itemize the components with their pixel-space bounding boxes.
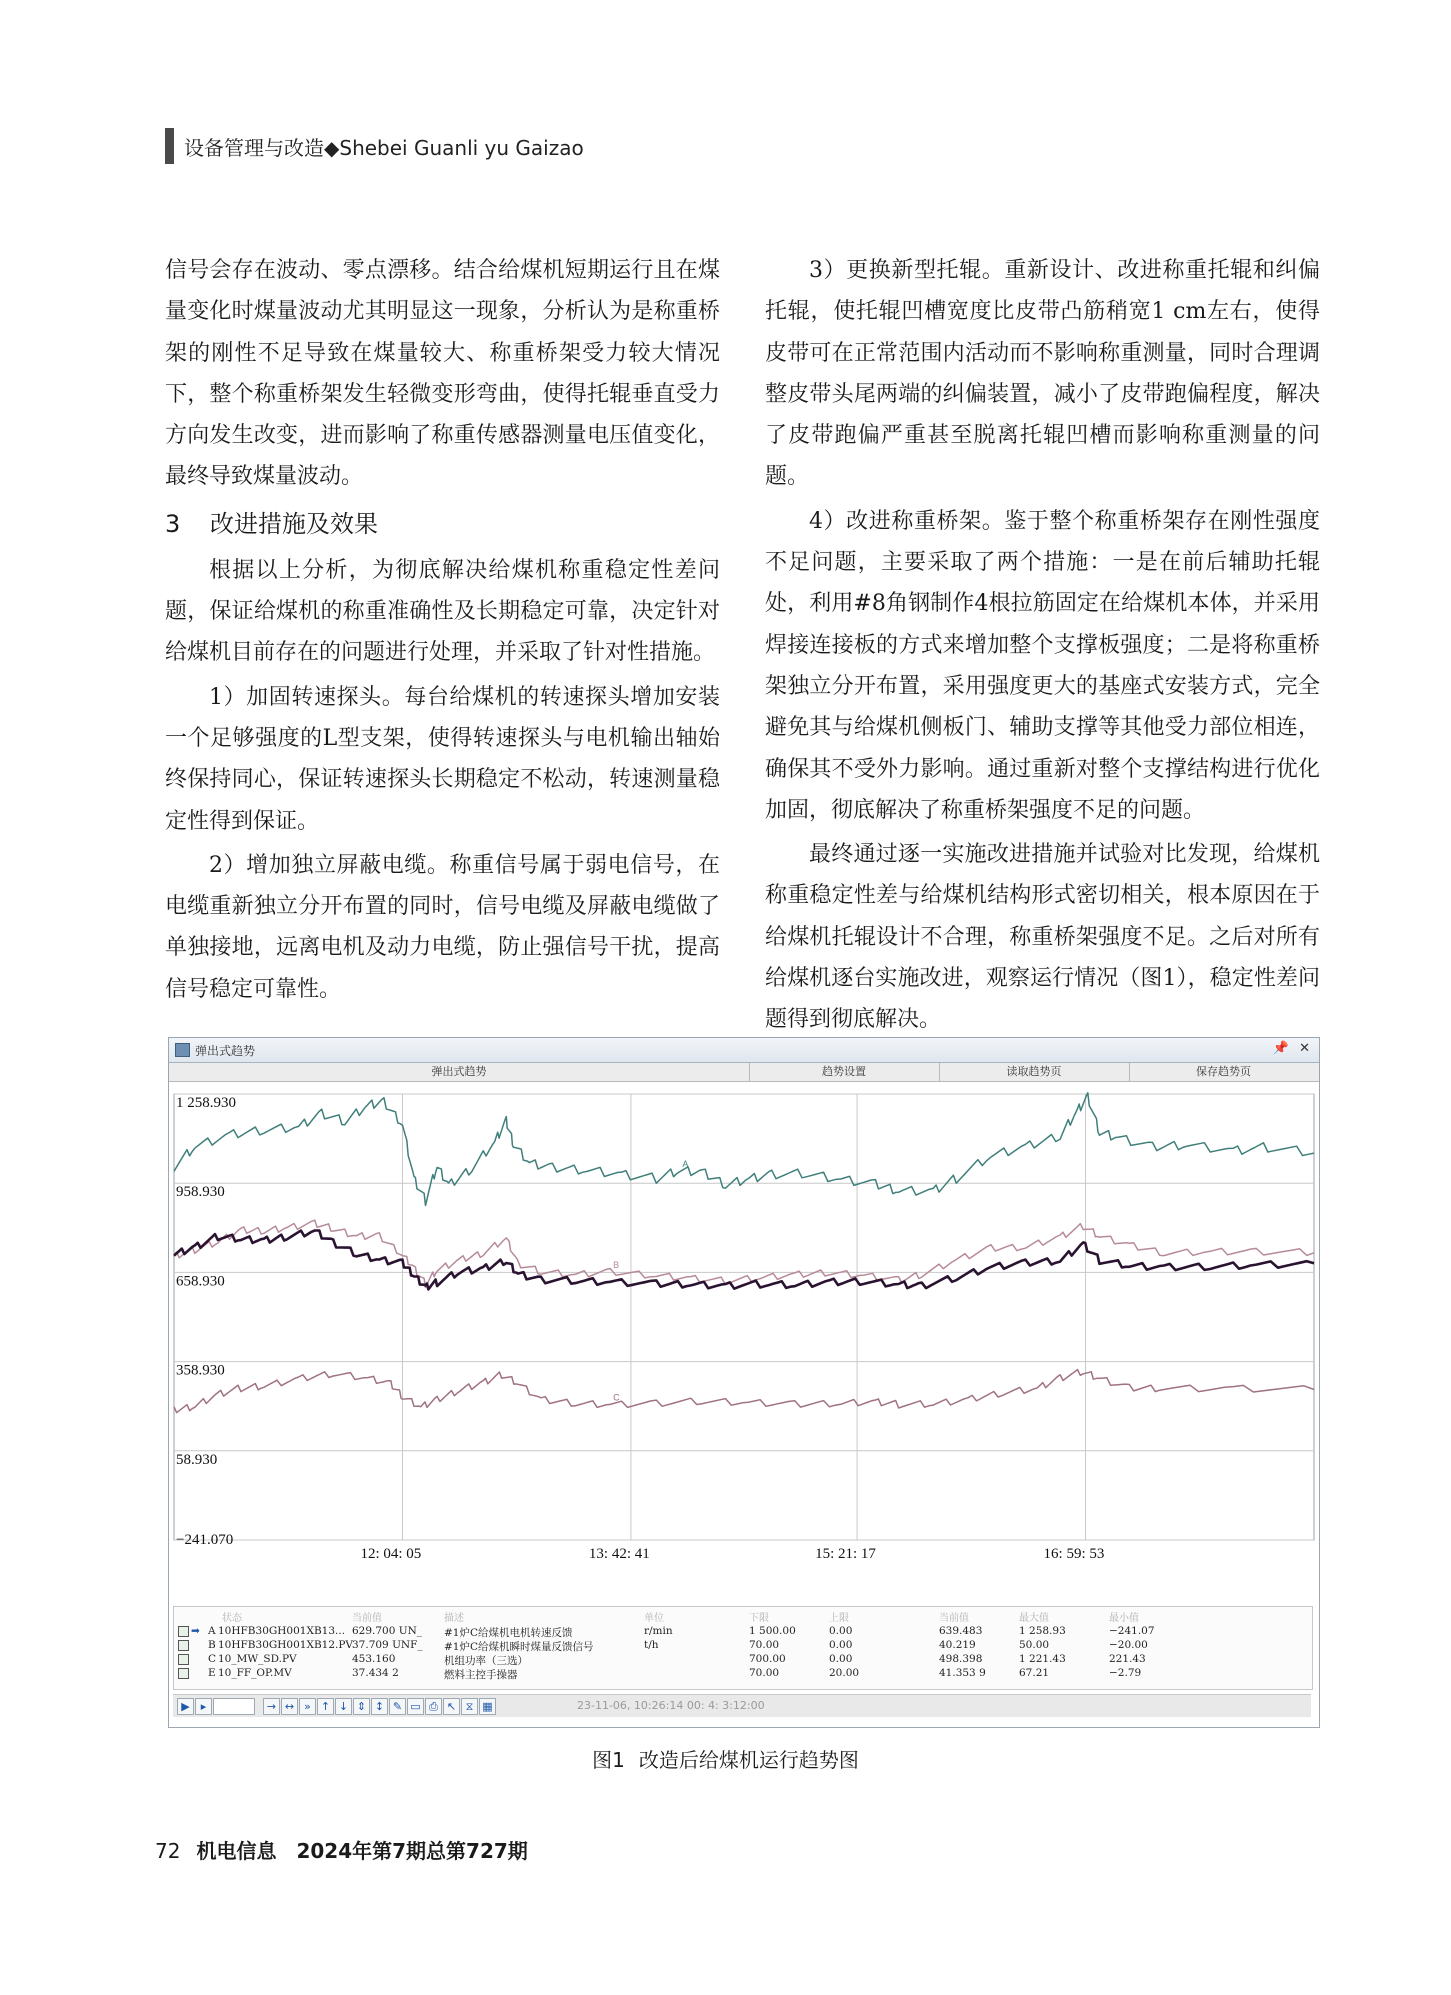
legend-tag: 10HFB30GH001XB13... [218,1625,346,1637]
legend-header-max: 最大值 [1019,1613,1049,1624]
legend-value: 37.434 2 [352,1667,399,1679]
y-tick-label: 658.930 [176,1273,225,1290]
tab-row [169,1063,1319,1082]
section-title: 改进措施及效果 [210,509,378,538]
legend-lo: 0.00 [829,1653,853,1665]
tab-read-trend-page[interactable]: 读取趋势页 [939,1063,1130,1081]
legend-desc: 燃料主控手操器 [444,1669,518,1681]
left-paragraph-1: 信号会存在波动、零点漂移。结合给煤机短期运行且在煤量变化时煤量波动尤其明显这一现象，分析认为是称重桥架的刚性不足导致在煤量较大、称重桥架受力较大情况下，整个称重桥架发生轻微变形弯曲，使得托辊垂直受力方向发生改变，进而影响了称重传感器测量电压值变化，最终导致煤量波动。 [165,258,720,490]
legend-tag: 10HFB30GH001XB12.PV [218,1639,354,1651]
figure-caption-text: 改造后给煤机运行趋势图 [638,1748,859,1772]
legend-header-current: 当前值 [352,1613,382,1624]
legend-letter: E [208,1667,216,1679]
window-titlebar [169,1038,1319,1063]
status-text: 23-11-06, 10:26:14 00: 4: 3:12:00 [577,1699,765,1712]
filter-icon[interactable]: ⧖ [461,1698,478,1715]
legend-cur: 41.353 9 [939,1667,986,1679]
app-icon [175,1043,190,1057]
cursor-icon[interactable]: ↖ [443,1698,460,1715]
x-tick-label: 12: 04: 05 [360,1546,422,1562]
legend-hi: 1 500.00 [749,1625,796,1637]
legend-unit: r/min [644,1625,673,1637]
y-tick-label: 358.930 [176,1362,225,1379]
journal-issue: 机电信息 2024年第7期总第727期 [196,1839,528,1863]
legend-checkbox[interactable] [178,1626,189,1637]
legend-unit: t/h [644,1639,659,1651]
legend-letter: C [208,1653,217,1665]
trend-chart [169,1082,1319,1630]
legend-tag: 10_FF_OP.MV [218,1667,292,1679]
close-icon[interactable]: ✕ [1299,1041,1310,1056]
legend-desc: 机组功率（三选） [444,1655,528,1667]
arrow-right-icon: ➡ [191,1625,200,1637]
edit-icon[interactable]: ✎ [389,1698,406,1715]
legend-header-min: 最小值 [1109,1613,1139,1624]
running-header [165,128,584,164]
legend-min: −241.07 [1109,1625,1155,1637]
tab-popup-trend[interactable]: 弹出式趋势 [169,1063,750,1081]
series-marker: C [613,1392,620,1403]
legend-value: 37.709 UNF_ [352,1639,423,1651]
legend-row-a[interactable] [174,1625,1312,1639]
right-column [765,250,1320,1044]
legend-desc: #1炉C给煤机瞬时煤量反馈信号 [444,1641,594,1653]
x-tick-label: 16: 59: 53 [1043,1546,1105,1562]
series-marker: B [613,1260,620,1271]
legend-letter: A [208,1625,216,1637]
legend-header [174,1609,1312,1622]
figure-number: 图1 [592,1748,625,1772]
left-paragraph-3: 1）加固转速探头。每台给煤机的转速探头增加安装一个足够强度的L型支架，使得转速探头与电机输出轴始终保持同心，保证转速探头长期稳定不松动，转速测量稳定性得到保证。 [165,684,720,834]
legend-tag: 10_MW_SD.PV [218,1653,297,1665]
trend-toolbar [173,1694,1311,1717]
legend-row-c[interactable] [174,1653,1312,1667]
vertical-arrows-icon[interactable]: ↕ [371,1698,388,1715]
y-tick-label: 958.930 [176,1184,225,1201]
play-icon[interactable]: ▶ [177,1698,194,1715]
trend-legend [173,1606,1313,1690]
pin-icon[interactable]: 📌 [1272,1041,1289,1056]
legend-lo: 20.00 [829,1667,860,1679]
x-tick-label: 13: 42: 41 [588,1546,650,1562]
legend-row-b[interactable] [174,1639,1312,1653]
legend-lo: 0.00 [829,1639,853,1651]
legend-hi: 700.00 [749,1653,786,1665]
legend-header-unit: 单位 [644,1613,664,1624]
legend-header-status: 状态 [222,1613,242,1624]
plot-area [174,1094,1314,1540]
legend-value: 629.700 UN_ [352,1625,423,1637]
left-paragraph-4: 2）增加独立屏蔽电缆。称重信号属于弱电信号，在电缆重新独立分开布置的同时，信号电缆及屏蔽电缆做了单独接地，远离电机及动力电缆，防止强信号干扰，提高信号稳定可靠性。 [165,852,720,1002]
left-column [165,250,720,1013]
legend-hi: 70.00 [749,1639,780,1651]
header-bar [165,128,174,164]
legend-min: −2.79 [1109,1667,1142,1679]
section-number: 3 [165,509,181,538]
header-text: 设备管理与改造◆Shebei Guanli yu Gaizao [184,135,584,160]
right-paragraph-3: 最终通过逐一实施改进措施并试验对比发现，给煤机称重稳定性差与给煤机结构形式密切相关，根本原因在于给煤机托辊设计不合理，称重桥架强度不足。之后对所有给煤机逐台实施改进，观察运行情况（图1），稳定性差问题得到彻底解决。 [765,842,1320,1033]
legend-min: −20.00 [1109,1639,1148,1651]
page-footer [155,1835,528,1864]
legend-min: 221.43 [1109,1653,1146,1665]
double-arrow-icon[interactable]: ↔ [281,1698,298,1715]
left-paragraph-2: 根据以上分析，为彻底解决给煤机称重稳定性差问题，保证给煤机的称重准确性及长期稳定可靠，决定针对给煤机目前存在的问题进行处理，并采取了针对性措施。 [165,557,720,666]
y-tick-label: −241.070 [176,1532,234,1548]
arrow-up-icon[interactable]: ↑ [317,1698,334,1715]
legend-header-desc: 描述 [444,1613,464,1624]
folder-icon[interactable]: ▭ [407,1698,424,1715]
legend-desc: #1炉C给煤机电机转速反馈 [444,1627,573,1639]
y-tick-label: 58.930 [176,1451,218,1468]
time-field[interactable] [213,1698,255,1715]
tab-save-trend-page[interactable]: 保存趋势页 [1196,1065,1251,1078]
grid-icon[interactable]: ▦ [479,1698,496,1715]
legend-max: 50.00 [1019,1639,1050,1651]
step-icon[interactable]: ▸ [195,1698,212,1715]
legend-checkbox[interactable] [178,1640,189,1651]
legend-cur: 40.219 [939,1639,976,1651]
trend-window [168,1037,1320,1728]
legend-header-high: 上限 [829,1613,849,1624]
legend-checkbox[interactable] [178,1668,189,1679]
right-paragraph-2: 4）改进称重桥架。鉴于整个称重桥架存在刚性强度不足问题，主要采取了两个措施：一是在前后辅助托辊处，利用#8角钢制作4根拉筋固定在给煤机本体，并采用焊接连接板的方式来增加整个支撑板强度；二是将称重桥架独立分开布置，采用强度更大的基座式安装方式，完全避免其与给煤机侧板门、辅助支撑等其他受力部位相连，确保其不受外力影响。通过重新对整个支撑结构进行优化加固，彻底解决了称重桥架强度不足的问题。 [765,508,1320,823]
legend-header-low: 下限 [749,1613,769,1624]
legend-max: 67.21 [1019,1667,1050,1679]
legend-header-value: 当前值 [939,1613,969,1624]
legend-row-e[interactable] [174,1667,1312,1681]
legend-value: 453.160 [352,1653,396,1665]
window-title: 弹出式趋势 [195,1044,256,1058]
arrow-right-icon[interactable]: → [263,1698,280,1715]
legend-max: 1 258.93 [1019,1625,1066,1637]
legend-checkbox[interactable] [178,1654,189,1665]
legend-hi: 70.00 [749,1667,780,1679]
x-tick-label: 15: 21: 17 [815,1546,876,1562]
fast-forward-icon[interactable]: » [299,1698,316,1715]
tab-trend-settings[interactable]: 趋势设置 [749,1063,940,1081]
arrow-down-icon[interactable]: ↓ [335,1698,352,1715]
legend-max: 1 221.43 [1019,1653,1066,1665]
figure-caption [0,1744,1451,1773]
legend-letter: B [208,1639,216,1651]
legend-cur: 498.398 [939,1653,983,1665]
page-number: 72 [155,1839,181,1863]
y-tick-label: 1 258.930 [176,1095,236,1111]
expand-vertical-icon[interactable]: ⇕ [353,1698,370,1715]
series-marker: A [682,1158,689,1169]
legend-lo: 0.00 [829,1625,853,1637]
section-heading [165,504,720,544]
legend-cur: 639.483 [939,1625,983,1637]
print-icon[interactable]: ⎙ [425,1698,442,1715]
right-paragraph-1: 3）更换新型托辊。重新设计、改进称重托辊和纠偏托辊，使托辊凹槽宽度比皮带凸筋稍宽1 cm左右，使得皮带可在正常范围内活动而不影响称重测量，同时合理调整皮带头尾两端的纠偏装置，减小了皮带跑偏程度，解决了皮带跑偏严重甚至脱离托辊凹槽而影响称重测量的问题。 [765,258,1320,490]
